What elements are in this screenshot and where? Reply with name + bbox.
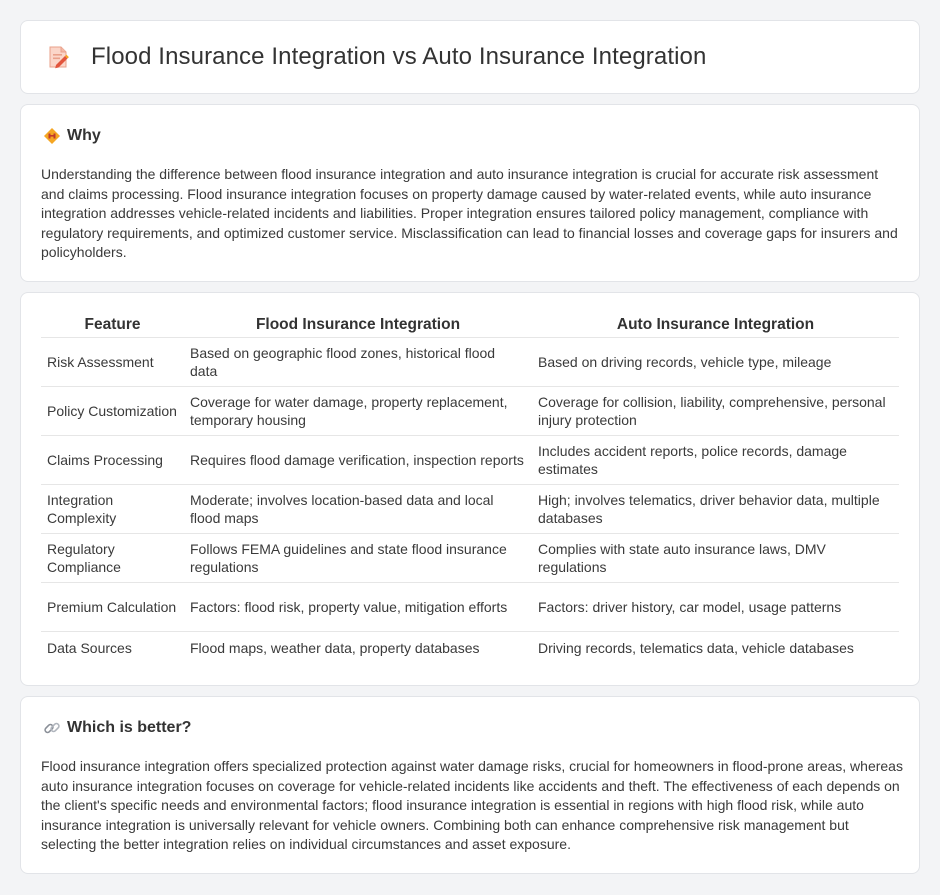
auto-cell: Coverage for collision, liability, comprehensive, personal injury protection [532, 386, 899, 435]
feature-cell: Claims Processing [41, 435, 184, 484]
column-header-auto: Auto Insurance Integration [532, 315, 899, 337]
flood-cell: Follows FEMA guidelines and state flood insurance regulations [184, 533, 532, 582]
flood-cell: Coverage for water damage, property replacement, temporary housing [184, 386, 532, 435]
feature-cell: Policy Customization [41, 386, 184, 435]
which-is-better-body: Flood insurance integration offers specialized protection against water damage risks, crucial for homeowners in flood-prone areas, whereas auto insurance integration focuses on coverage for vehicle-related incidents like accidents and theft. The effectiveness of each depends on the client's specific needs and environmental factors; flood insurance integration is essential in regions with high flood risk, while auto insurance integration is universally relevant for vehicle owners. Combining both can enhance comprehensive risk management but selecting the better integration relies on individual circumstances and asset exposure. [41, 758, 903, 852]
warning-diamond-icon [43, 127, 61, 145]
feature-cell: Premium Calculation [41, 582, 184, 631]
why-heading: Why [67, 127, 101, 144]
comparison-card [20, 292, 920, 686]
auto-cell: Complies with state auto insurance laws, DMV regulations [532, 533, 899, 582]
auto-cell: Factors: driver history, car model, usage patterns [532, 582, 899, 631]
auto-cell: Includes accident reports, police records, damage estimates [532, 435, 899, 484]
flood-cell: Moderate; involves location-based data and local flood maps [184, 484, 532, 533]
which-is-better-heading: Which is better? [67, 719, 192, 736]
table-row [41, 484, 899, 533]
table-row [41, 337, 899, 386]
auto-cell: High; involves telematics, driver behavior data, multiple databases [532, 484, 899, 533]
why-body: Understanding the difference between flood insurance integration and auto insurance integration is crucial for accurate risk assessment and claims processing. Flood insurance integration focuses on property damage caused by water-related events, while auto insurance integration addresses vehicle-related incidents and liabilities. Proper integration ensures tailored policy management, compliance with regulatory requirements, and optimized customer service. Misclassification can lead to financial losses and coverage gaps for insurers and policyholders. [41, 166, 898, 260]
auto-cell: Driving records, telematics data, vehicle databases [538, 640, 854, 657]
column-header-flood: Flood Insurance Integration [184, 315, 532, 337]
feature-cell: Regulatory Compliance [41, 533, 184, 582]
flood-cell: Factors: flood risk, property value, mitigation efforts [184, 582, 532, 631]
table-row [41, 386, 899, 435]
feature-cell: Risk Assessment [41, 337, 184, 386]
document-pencil-icon [45, 44, 71, 70]
page-title: Flood Insurance Integration vs Auto Insurance Integration [91, 43, 707, 70]
table-row [41, 582, 899, 631]
flood-cell: Flood maps, weather data, property databases [190, 640, 480, 657]
column-header-feature: Feature [41, 315, 184, 337]
title-card [20, 20, 920, 94]
flood-cell: Based on geographic flood zones, historical flood data [184, 337, 532, 386]
auto-cell: Based on driving records, vehicle type, mileage [532, 337, 899, 386]
table-header-row [41, 315, 899, 337]
why-section [20, 104, 920, 282]
link-icon [43, 719, 61, 737]
feature-cell: Data Sources [47, 640, 132, 657]
table-row [41, 533, 899, 582]
feature-cell: Integration Complexity [41, 484, 184, 533]
flood-cell: Requires flood damage verification, inspection reports [184, 435, 532, 484]
table-row [41, 631, 899, 665]
which-is-better-section [20, 696, 920, 874]
table-row [41, 435, 899, 484]
comparison-table [41, 315, 899, 665]
